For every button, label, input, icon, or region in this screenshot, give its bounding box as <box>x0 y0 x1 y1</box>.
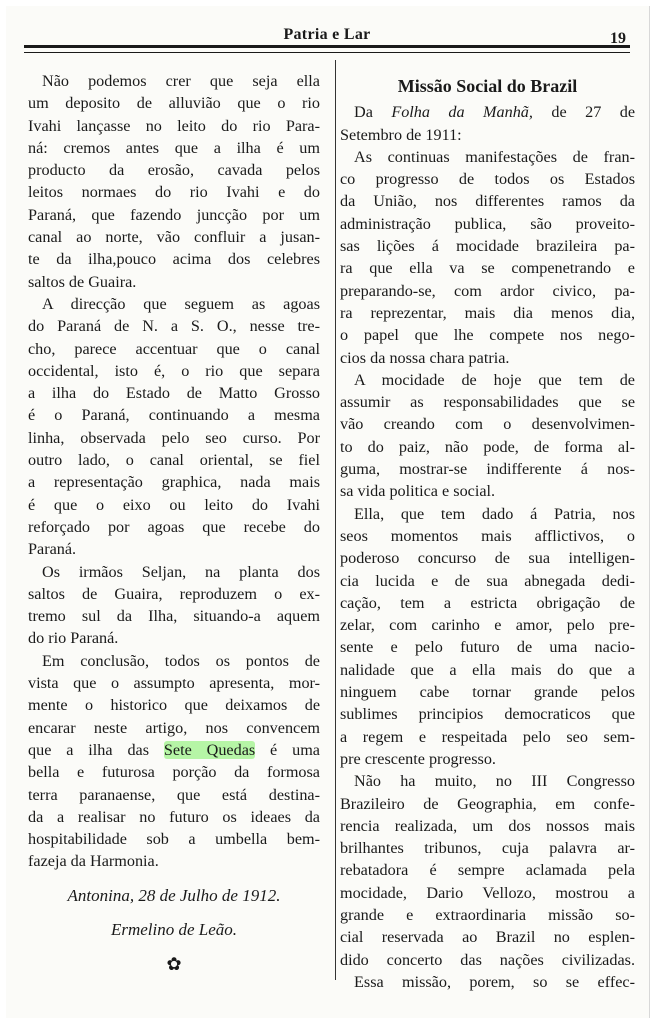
text-line: reforçado por agoas que recebe do <box>28 517 320 536</box>
text-line: Paraná. <box>28 540 77 559</box>
text-line: dido concerto das nações civilizadas. <box>340 950 635 969</box>
text-line: linha, observada pelo seo curso. Por <box>28 428 320 447</box>
text-line: occidental, isto é, o rio que separa <box>28 361 320 380</box>
text-line: producto da erosão, cavada pelos <box>28 161 320 180</box>
text-line: hospitabilidade sob a umbella bem- <box>28 830 320 849</box>
text-line: é o Paraná, continuando a mesma <box>28 406 320 425</box>
text-line: terra paranaense, que está destina- <box>28 785 320 804</box>
text-line: saltos de Guaira. <box>28 272 137 291</box>
author-signature: Ermelino de Leão. <box>110 919 238 939</box>
text-line: ninguem cabe tornar grande pelos <box>340 683 635 702</box>
text-line: Brazileiro de Geographia, em confe- <box>340 794 635 813</box>
header-rule-thin <box>24 52 630 53</box>
column-divider <box>335 60 336 980</box>
text-line: to do paiz, não pode, de forma al- <box>340 437 635 456</box>
text-line-highlighted: que a ilha das Sete Quedas é uma <box>28 740 320 759</box>
text-line: rencia realizada, um dos nossos mais <box>340 816 635 835</box>
text-line: do rio Paraná. <box>28 629 119 648</box>
text-line: mocidade, Dario Vellozo, mostrou a <box>340 883 635 902</box>
text-line: tremo sul da Ilha, situando-a aquem <box>28 607 320 626</box>
text-line: Não ha muito, no III Congresso <box>354 772 635 791</box>
text-line: encarar neste artigo, nos convencem <box>28 718 320 737</box>
ornament-icon: ✿ <box>166 954 182 975</box>
text-line: Essa missão, porem, so se effec- <box>354 972 635 991</box>
text-line: a representação graphica, nada mais <box>28 473 320 492</box>
text-line: mente o historico que deixamos de <box>28 696 320 715</box>
text-line: sa vida politica e social. <box>340 482 496 501</box>
text-line: zelar, com carinho e amor, pelo pre- <box>340 616 635 635</box>
text-line: seos momentos mais afflictivos, o <box>340 526 635 545</box>
text-line: poderoso concurso de sua intelligen- <box>340 549 635 568</box>
text-line: o papel que lhe compete nos nego- <box>340 326 635 345</box>
text-line: A direcção que seguem as agoas <box>42 294 320 313</box>
text-line: saltos de Guaira, reproduzem o ex- <box>28 584 320 603</box>
text-line: da União, nos differentes ramos da <box>340 192 635 211</box>
text-line: Paraná, que fazendo juncção por um <box>28 205 320 224</box>
text-line: te da ilha,pouco acima dos celebres <box>28 250 320 269</box>
text-line: vista que o assumpto apresenta, mor- <box>28 674 320 693</box>
header-rule-thick <box>24 45 630 48</box>
text-line: ná: cremos antes que a ilha é um <box>28 138 320 157</box>
text-line: cia lucida e de sua abnegada dedi- <box>340 571 635 590</box>
text-line: Setembro de 1911: <box>340 125 462 144</box>
text-line: Ivahi lançasse no leito do rio Para- <box>28 116 320 135</box>
source-suffix: de 27 de <box>551 103 636 122</box>
text-line: a ilha do Estado de Matto Grosso <box>28 384 320 403</box>
text-line: um deposito de alluvião que o rio <box>28 94 320 113</box>
text-line: ra que ella va se compenetrando e <box>340 259 635 278</box>
text-line: é que o eixo ou leito do Ivahi <box>28 495 320 514</box>
text-line: cios da nossa chara patria. <box>340 348 510 367</box>
text-line: leitos normaes do rio Ivahi e do <box>28 183 320 202</box>
text-line: canal ao norte, vão confluir a jusan- <box>28 228 320 247</box>
highlighted-text: Sete Quedas <box>163 740 256 759</box>
text-line: Não podemos crer que seja ella <box>42 72 320 90</box>
text-line: co progresso de todos os Estados <box>340 170 635 189</box>
page-number: 19 <box>610 30 626 47</box>
text-line: bella e futurosa porção da formosa <box>28 763 320 782</box>
text-line: sublimes principios democraticos que <box>340 705 635 724</box>
text-line: administração publica, são proveito- <box>340 214 635 233</box>
text-line: ra reprezentar, mais dia menos dia, <box>340 303 635 322</box>
text-line: pre crescente progresso. <box>340 749 496 768</box>
text-line: Ella, que tem dado á Patria, nos <box>354 504 635 523</box>
source-line <box>340 101 635 123</box>
text-line: brilhantes tribunos, cuja palavra ar- <box>340 839 635 858</box>
text-line: As continuas manifestações de fran- <box>354 147 635 166</box>
source-prefix: Da <box>354 103 373 122</box>
publication-title: Patria e Lar <box>283 26 371 43</box>
text-line: rebatadora é sempre aclamada pela <box>340 861 635 880</box>
article-heading: Missão Social do Brazil <box>397 76 578 96</box>
text-line: preparando-se, com ardor civico, pa- <box>340 281 635 300</box>
text-line: da a realisar no futuro os ideaes da <box>28 807 320 826</box>
text-line: cho, parece accentuar que o canal <box>28 339 320 358</box>
text-line: fazeja da Harmonia. <box>28 852 159 871</box>
text-line: do Paraná de N. a S. O., nesse tre- <box>28 317 320 336</box>
text-line: sas lições á mocidade brazileira pa- <box>340 237 635 256</box>
text-line: outro lado, o canal oriental, se fiel <box>28 451 320 470</box>
date-line: Antonina, 28 de Julho de 1912. <box>67 885 281 905</box>
text-line: Os irmãos Seljan, na planta dos <box>42 562 320 581</box>
text-line: cação, tem a estricta obrigação de <box>340 593 635 612</box>
text-line: vão creando com o desenvolvimen- <box>340 415 635 434</box>
text-line: grande e extraordinaria missão so- <box>340 905 635 924</box>
text-line: assumir as responsabilidades que se <box>340 393 635 412</box>
text-line: nalidade que a ella mais do que a <box>340 660 635 679</box>
right-column <box>340 75 635 993</box>
text-line: a regem e respeitada pelo seo sem- <box>340 727 635 746</box>
source-name: Folha da Manhã, <box>391 103 533 122</box>
left-column <box>28 70 320 976</box>
text-line: guma, mostrar-se indifferente á nos- <box>340 460 635 479</box>
text-line: Em conclusão, todos os pontos de <box>42 651 320 670</box>
text-line: cial reservada ao Brazil no esplen- <box>340 928 635 947</box>
text-line: sente e pelo futuro de uma nacio- <box>340 638 635 657</box>
text-line: A mocidade de hoje que tem de <box>354 370 635 389</box>
